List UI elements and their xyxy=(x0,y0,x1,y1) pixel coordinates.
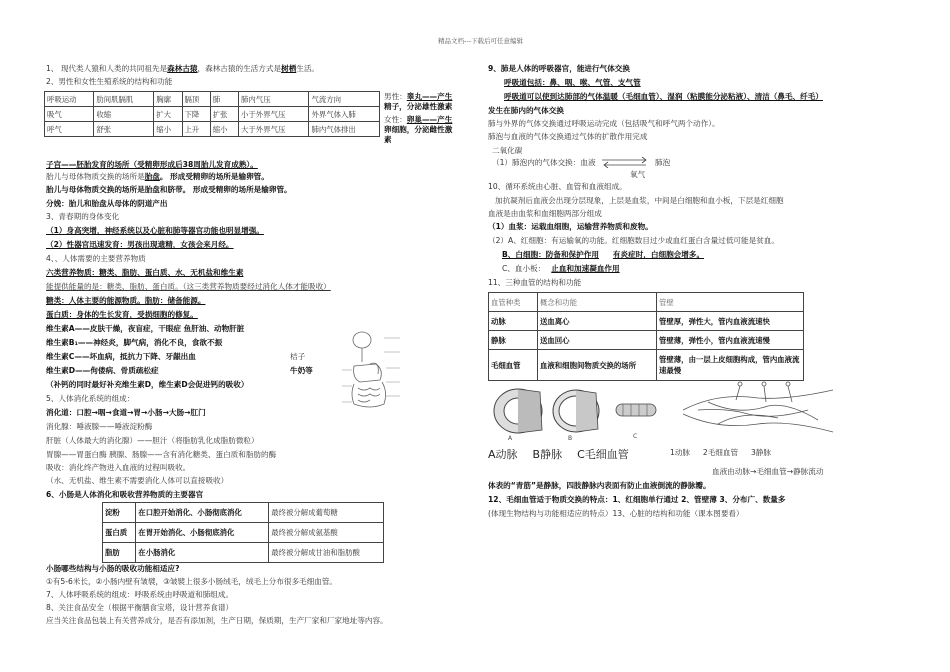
q9f-line: （1）肺泡内的气体交换：血液 xyxy=(492,158,596,167)
breathing-table xyxy=(44,91,380,137)
q5a-line: 消化道：口腔→咽→食道→胃→小肠→大肠→肛门 xyxy=(46,408,206,417)
vitamin-a-line: 维生素A——皮肤干燥，夜盲症，干眼症 鱼肝油、动物肝脏 xyxy=(46,324,245,333)
placenta-line-2: 胎儿与母体物质交换的场所是胎盘和脐带。 形成受精卵的场所是输卵管。 xyxy=(46,185,292,194)
digestive-system-figure xyxy=(340,330,410,414)
q5d-line: 胃腺——胃蛋白酶 胰腺、肠腺——含有消化糖类、蛋白质和脂肪的酶 xyxy=(46,450,277,459)
blood-flow-line: 血液由动脉→毛细血管→静脉流动 xyxy=(712,467,824,476)
table-row: 脂肪 在小肠消化 最终被分解成甘油和脂肪酸 xyxy=(103,543,384,563)
vitamin-side-milk: 牛奶等 xyxy=(290,366,313,375)
alveoli-label: 肺泡 xyxy=(655,158,671,167)
q1-line: 1、 现代类人猿和人类的共同祖先是森林古猿，森林古猿的生活方式是树栖生活。 xyxy=(46,64,320,73)
q6b-line: ①有5-6米长，②小肠内壁有皱襞，③皱襞上很多小肠绒毛，绒毛上分布很多毛细血管。 xyxy=(46,577,338,586)
q9c-line: 发生在肺内的气体交换 xyxy=(488,106,564,115)
vitamin-side-orange: 桔子 xyxy=(290,352,306,361)
q10b-line: 血液是由血浆和血细胞两部分组成 xyxy=(488,209,602,218)
q9e-line: 肺泡与血液的气体交换通过气体的扩散作用完成 xyxy=(488,132,648,141)
q5f-line: （水、无机盐、维生素不需要消化人体可以直接吸收） xyxy=(46,476,229,485)
document-header: 精品文档---下载后可任意编辑 xyxy=(438,37,524,45)
uterus-line: 子宫——胚胎发育的场所（受精卵形成后38周胎儿发育成熟）。 xyxy=(46,160,258,169)
fig-letter-b: B xyxy=(568,435,573,442)
q8-line: 8、关注食品安全（根据平衡膳食宝塔，设计营养食谱） xyxy=(46,603,234,612)
q5e-line: 吸收：消化终产物进入血液的过程叫吸收。 xyxy=(46,463,191,472)
table-row: 静脉 送血回心 管壁薄，弹性小，管内血液流速慢 xyxy=(489,331,804,350)
q4-title: 4、、人体需要的主要营养物质 xyxy=(46,254,146,263)
capillary-network-drawing xyxy=(683,382,833,432)
gas-exchange-arrows xyxy=(600,156,650,168)
q9a-line: 呼吸道包括：鼻、咽、喉、气管、支气管 xyxy=(504,78,641,87)
o2-label: 氧气 xyxy=(630,170,646,179)
q9-title: 9、肺是人体的呼吸器官，能进行气体交换 xyxy=(488,64,630,73)
q8a-line: 应当关注食品包装上有关营养成分，是否有添加剂，生产日期，保质期，生产厂家和厂家地址等内容。 xyxy=(46,616,388,625)
q3-title: 3、青春期的身体变化 xyxy=(46,212,120,221)
q12b-line: (体现生物结构与功能相适应的特点）13、心脏的结构和功能（课本图要看） xyxy=(488,509,744,518)
co2-label: 二氧化碳 xyxy=(492,146,523,155)
sex-organs-note: 男性：睾丸——产生 精子，分泌雄性激素 女性：卵巢——产生 卵细胞，分泌雌性激 素 xyxy=(384,92,453,144)
table-row: 毛细血管 血液和细胞间物质交换的场所 管壁薄，由一层上皮细胞构成，管内血液流速最慢 xyxy=(489,350,804,381)
q4c-line: 糖类：人体主要的能源物质。脂肪：储备能源。 xyxy=(46,296,206,305)
q12-line: 12、毛细血管适于物质交换的特点：1、红细胞单行通过 2、管壁薄 3、分布广、数量多 xyxy=(488,495,786,504)
fig-letter-a: A xyxy=(508,435,513,442)
table-row: 呼气 舒张 缩小 上升 缩小 大于外界气压 肺内气体排出 xyxy=(45,122,380,137)
q10f-line: C、血小板： 止血和加速凝血作用 xyxy=(502,264,620,273)
q9b-line: 呼吸道可以使到达肺部的气体温暖（毛细血管）、湿润（粘膜能分泌粘液）、清洁（鼻毛、纤毛） xyxy=(504,92,823,101)
q4d-line: 蛋白质：身体的生长发育，受损细胞的修复。 xyxy=(46,310,198,319)
q10a-line: 加抗凝剂后血液会出现分层现象，上层是血浆，中间是白细胞和血小板，下层是红细胞 xyxy=(495,196,784,205)
birth-line: 分娩：胎儿和胎盘从母体的阴道产出 xyxy=(46,199,168,208)
capillary-drawing xyxy=(616,404,656,416)
q2-title: 2、男性和女性生殖系统的结构和功能 xyxy=(46,77,173,86)
vessel-figure-labels: A动脉 B静脉 C毛细血管 xyxy=(488,448,629,461)
q11-title: 11、三种血管的结构和功能 xyxy=(488,278,582,287)
digestion-table xyxy=(102,502,384,563)
table-row: 血管种类 概念和功能 管壁 xyxy=(489,293,804,312)
q9d-line: 肺与外界的气体交换通过呼吸运动完成（包括吸气和呼气两个动作）。 xyxy=(488,119,720,128)
artery-drawing xyxy=(494,389,542,433)
q10d-line: （2）A、红细胞：有运输氧的功能。红细胞数目过少或血红蛋白含量过低可能是贫血。 xyxy=(488,236,779,245)
vitamin-b-line: 维生素B₁——神经炎，脚气病，消化不良，食欲不振 xyxy=(46,338,223,347)
q10c-line: （1）血浆：运载血细胞，运输营养物质和废物。 xyxy=(488,222,653,231)
blood-vessels-figure xyxy=(488,380,843,442)
q3a-line: （1）身高突增，神经系统以及心脏和肺等器官功能也明显增强。 xyxy=(46,226,264,235)
placenta-line: 胎儿与母体物质交换的场所是胎盘。 形成受精卵的场所是输卵管。 xyxy=(46,172,269,181)
table-row: 吸气 收缩 扩大 下降 扩张 小于外界气压 外界气体入肺 xyxy=(45,107,380,122)
q6-title: 6、小肠是人体消化和吸收营养物质的主要器官 xyxy=(46,490,204,499)
vitamin-d-line: 维生素D——佝偻病、骨质疏松症 xyxy=(46,366,159,375)
table-row: 动脉 送血离心 管壁厚，弹性大，管内血液流速快 xyxy=(489,312,804,331)
calcium-note: （补钙的同时最好补充维生素D，维生素D会促进钙的吸收） xyxy=(46,380,249,389)
vessel-table xyxy=(488,292,804,381)
q7-line: 7、人体呼吸系统的组成：呼吸系统由呼吸道和肺组成。 xyxy=(46,590,234,599)
q5b-line: 消化腺：唾液腺——唾液淀粉酶 xyxy=(46,422,153,431)
q6a-line: 小肠哪些结构与小肠的吸收功能相适应? xyxy=(46,564,180,573)
q5c-line: 肝脏（人体最大的消化腺）——胆汁（将脂肪乳化成脂肪微粒） xyxy=(46,436,259,445)
table-row: 淀粉 在口腔开始消化、小肠彻底消化 最终被分解成葡萄糖 xyxy=(103,503,384,523)
q11b-line: 体表的“青筋”是静脉，四肢静脉内表面有防止血液倒流的静脉瓣。 xyxy=(488,481,711,490)
q3b-line: （2）性器官迅速发育：男孩出现遗精，女孩会来月经。 xyxy=(46,240,234,249)
table-row: 蛋白质 在胃开始消化、小肠彻底消化 最终被分解成氨基酸 xyxy=(103,523,384,543)
table-row: 呼吸运动 肋间肌膈肌 胸廓 膈顶 肺 肺内气压 气流方向 xyxy=(45,92,380,107)
vitamin-c-line: 维生素C——坏血病，抵抗力下降、牙龈出血 xyxy=(46,352,196,361)
q10-title: 10、循环系统由心脏、血管和血液组成。 xyxy=(488,182,627,191)
q4a-line: 六类营养物质：糖类、脂肪、蛋白质、水、无机盐和维生素 xyxy=(46,268,244,277)
q10e-line: B、白细胞：防备和保护作用 有炎症时，白细胞会增多。 xyxy=(502,250,705,259)
vessel-small-labels: 1动脉 2毛细血管 3静脉 xyxy=(670,448,771,457)
q4b-line: 能提供能量的是：糖类、脂肪、蛋白质。（这三类营养物质要经过消化人体才能吸收） xyxy=(46,282,331,291)
q5-title: 5、人体消化系统的组成： xyxy=(46,394,135,403)
fig-letter-c: C xyxy=(633,433,638,440)
vein-drawing xyxy=(553,390,599,432)
